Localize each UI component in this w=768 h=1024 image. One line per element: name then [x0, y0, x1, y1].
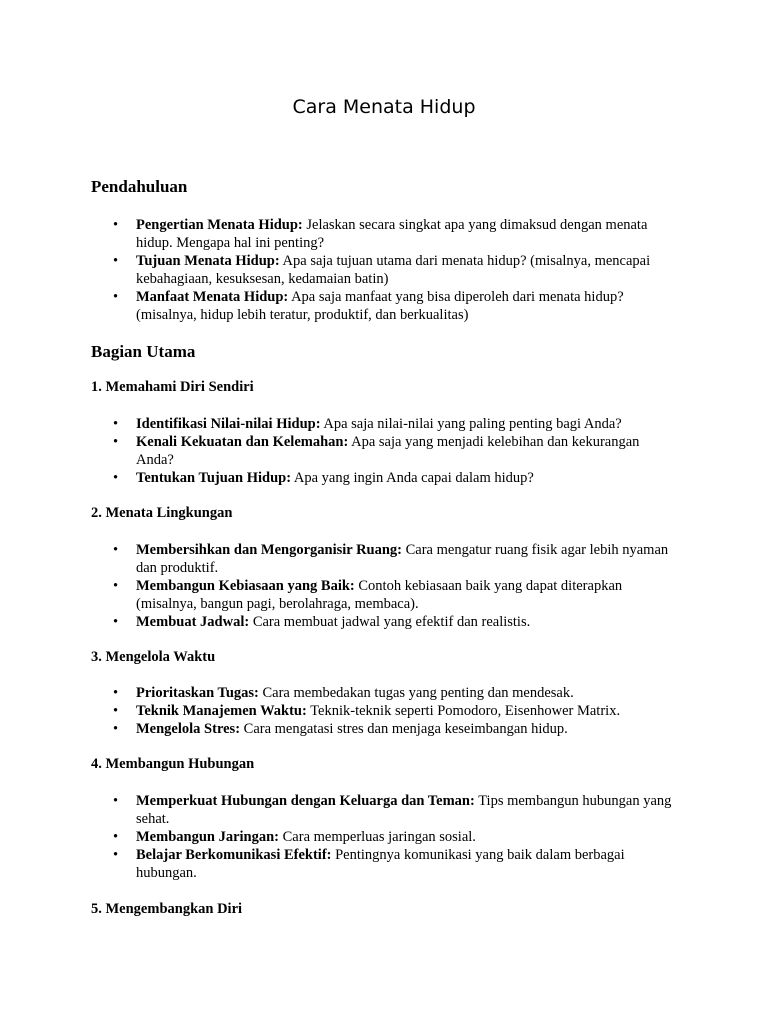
list-item [0, 702, 676, 720]
item-label: Identifikasi Nilai-nilai Hidup: [136, 416, 321, 432]
item-label: Belajar Berkomunikasi Efektif: [136, 847, 332, 863]
sub-heading-1: 1. Memahami Diri Sendiri [91, 379, 254, 395]
item-text: Apa saja yang menjadi kelebihan dan kekurangan Anda? [136, 434, 640, 468]
item-label: Membersihkan dan Mengorganisir Ruang: [136, 542, 402, 558]
list-item [0, 216, 676, 252]
sub-heading-5: 5. Mengembangkan Diri [91, 901, 243, 917]
bullet-icon: • [113, 289, 119, 305]
bullet-icon: • [113, 253, 119, 269]
sub-heading-3: 3. Mengelola Waktu [91, 649, 216, 665]
item-label: Tujuan Menata Hidup: [136, 253, 280, 269]
sub-heading-4: 4. Membangun Hubungan [91, 756, 255, 772]
item-label: Kenali Kekuatan dan Kelemahan: [136, 434, 349, 450]
list-item [0, 792, 676, 828]
bullet-icon: • [113, 578, 119, 594]
list-item [0, 846, 676, 882]
item-label: Prioritaskan Tugas: [136, 685, 259, 701]
item-text: Apa saja manfaat yang bisa diperoleh dari menata hidup? (misalnya, hidup lebih teratur, produktif, dan berkualitas) [136, 289, 624, 323]
item-text: Tips membangun hubungan yang sehat. [136, 793, 672, 827]
section-1-list [0, 415, 768, 487]
item-text: Pentingnya komunikasi yang baik dalam berbagai hubungan. [136, 847, 625, 881]
intro-list [0, 216, 768, 324]
item-text: Teknik-teknik seperti Pomodoro, Eisenhower Matrix. [310, 703, 621, 719]
document-title: Cara Menata Hidup [292, 96, 476, 118]
item-label: Teknik Manajemen Waktu: [136, 703, 307, 719]
item-text: Cara membuat jadwal yang efektif dan realistis. [252, 614, 531, 630]
item-label: Memperkuat Hubungan dengan Keluarga dan Teman: [136, 793, 475, 809]
list-item [0, 469, 676, 487]
item-text: Cara mengatasi stres dan menjaga keseimbangan hidup. [243, 721, 568, 737]
item-text: Apa saja tujuan utama dari menata hidup? (misalnya, mencapai kebahagiaan, kesuksesan, kedamaian batin) [136, 253, 651, 287]
list-item [0, 252, 676, 288]
bullet-icon: • [113, 721, 119, 737]
section-heading-main: Bagian Utama [91, 342, 196, 361]
item-label: Manfaat Menata Hidup: [136, 289, 289, 305]
item-label: Membangun Jaringan: [136, 829, 280, 845]
section-2-list [0, 541, 768, 631]
item-text: Cara mengatur ruang fisik agar lebih nyaman dan produktif. [136, 542, 669, 576]
item-label: Tentukan Tujuan Hidup: [136, 470, 292, 486]
list-item [0, 415, 676, 433]
item-label: Membuat Jadwal: [136, 614, 250, 630]
list-item [0, 720, 676, 738]
bullet-icon: • [113, 416, 119, 432]
list-item [0, 613, 676, 631]
bullet-icon: • [113, 614, 119, 630]
list-item [0, 828, 676, 846]
item-text: Cara membedakan tugas yang penting dan mendesak. [262, 685, 574, 701]
list-item [0, 577, 676, 613]
item-label: Mengelola Stres: [136, 721, 241, 737]
bullet-icon: • [113, 217, 119, 233]
list-item [0, 433, 676, 469]
bullet-icon: • [113, 542, 119, 558]
item-label: Membangun Kebiasaan yang Baik: [136, 578, 355, 594]
bullet-icon: • [113, 685, 119, 701]
section-heading-intro: Pendahuluan [91, 177, 188, 196]
item-text: Cara memperluas jaringan sosial. [282, 829, 476, 845]
item-text: Contoh kebiasaan baik yang dapat diterapkan (misalnya, bangun pagi, berolahraga, membaca). [136, 578, 623, 612]
list-item [0, 684, 676, 702]
list-item [0, 288, 676, 324]
item-text: Jelaskan secara singkat apa yang dimaksud dengan menata hidup. Mengapa hal ini penting? [136, 217, 648, 251]
item-text: Apa saja nilai-nilai yang paling penting bagi Anda? [323, 416, 622, 432]
list-item [0, 541, 676, 577]
bullet-icon: • [113, 829, 119, 845]
bullet-icon: • [113, 434, 119, 450]
section-3-list [0, 684, 768, 738]
section-4-list [0, 792, 768, 882]
item-label: Pengertian Menata Hidup: [136, 217, 303, 233]
bullet-icon: • [113, 793, 119, 809]
item-text: Apa yang ingin Anda capai dalam hidup? [293, 470, 534, 486]
bullet-icon: • [113, 703, 119, 719]
bullet-icon: • [113, 470, 119, 486]
bullet-icon: • [113, 847, 119, 863]
sub-heading-2: 2. Menata Lingkungan [91, 505, 233, 521]
